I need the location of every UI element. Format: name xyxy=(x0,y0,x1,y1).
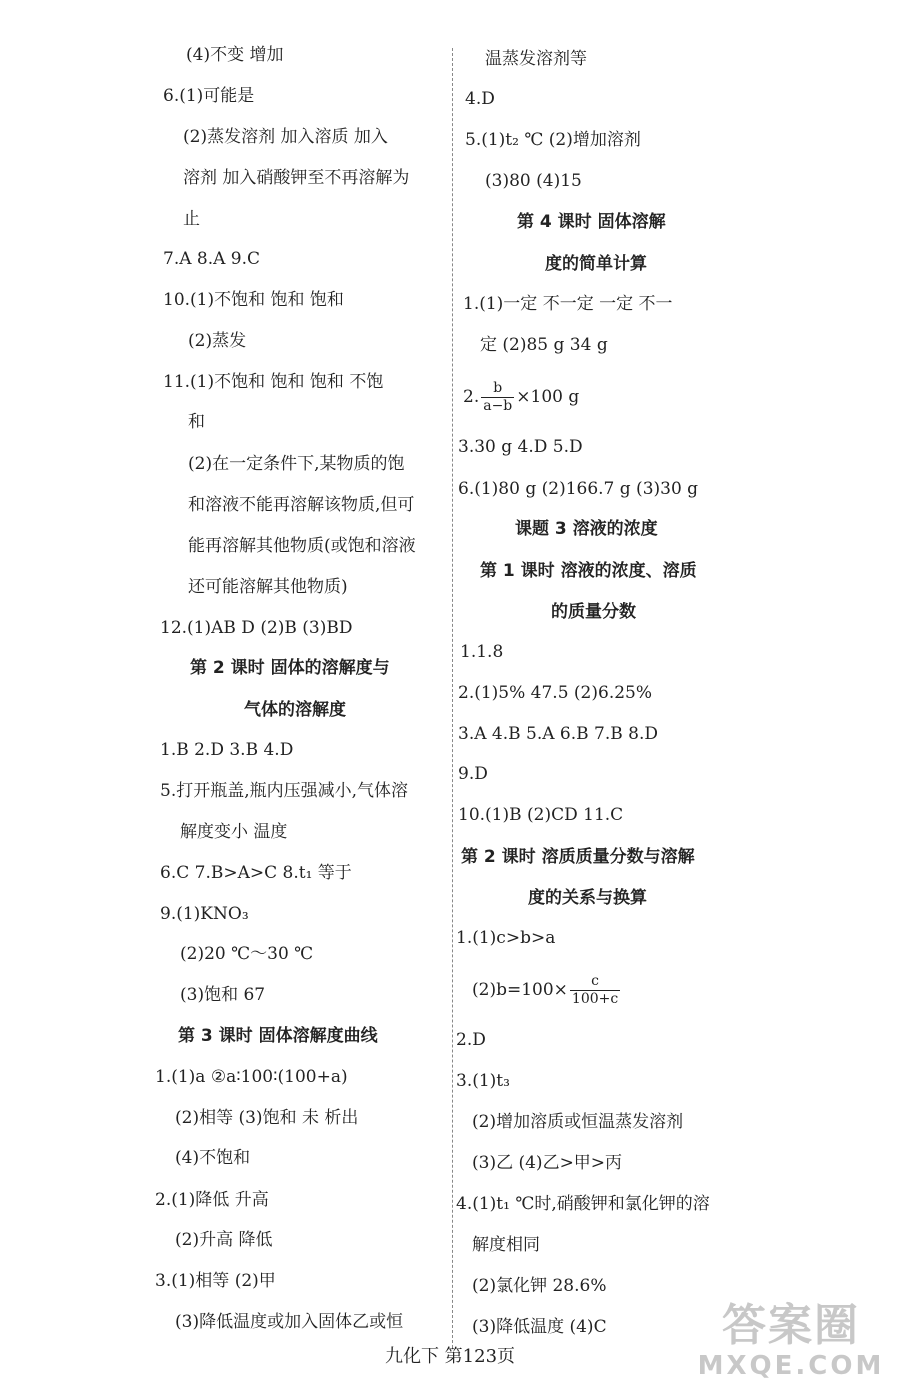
section-heading: 课题 3 溶液的浓度 xyxy=(515,519,658,539)
answer-line: (4)不变 增加 xyxy=(186,45,284,65)
section-heading: 第 1 课时 溶液的浓度、溶质 xyxy=(480,561,697,581)
answer-line: 1.1.8 xyxy=(460,642,504,662)
answer-line: 10.(1)B (2)CD 11.C xyxy=(458,805,624,825)
section-heading: 度的简单计算 xyxy=(545,254,647,274)
answer-line: (2)在一定条件下,某物质的饱 xyxy=(188,454,405,474)
answer-line: 9.(1)KNO₃ xyxy=(160,904,249,924)
watermark-logo xyxy=(696,1300,886,1380)
fraction-line xyxy=(463,372,579,422)
answer-line: 1.B 2.D 3.B 4.D xyxy=(160,740,294,760)
answer-line: 3.A 4.B 5.A 6.B 7.B 8.D xyxy=(458,724,658,744)
answer-line: 还可能溶解其他物质) xyxy=(188,577,348,597)
fraction-line xyxy=(472,965,622,1015)
answer-line: 定 (2)85 g 34 g xyxy=(480,335,608,355)
section-heading: 第 4 课时 固体溶解 xyxy=(517,212,666,232)
answer-line: (2)增加溶质或恒温蒸发溶剂 xyxy=(472,1112,684,1132)
denominator: 100+c xyxy=(571,991,619,1007)
answer-line: 1.(1)一定 不一定 一定 不一 xyxy=(463,294,673,314)
answer-line: 6.C 7.B>A>C 8.t₁ 等于 xyxy=(160,863,352,883)
answer-line: 1.(1)c>b>a xyxy=(456,928,556,948)
answer-line: 止 xyxy=(183,209,200,229)
answer-line: 3.(1)t₃ xyxy=(456,1071,510,1091)
page-footer: 九化下 第123页 xyxy=(384,1346,516,1367)
answer-line: 2.(1)降低 升高 xyxy=(155,1190,269,1210)
watermark-url: MXQE.COM xyxy=(697,1351,885,1381)
answer-line: 12.(1)AB D (2)B (3)BD xyxy=(160,618,353,638)
fraction xyxy=(481,380,514,415)
fraction-suffix: ×100 g xyxy=(516,387,580,407)
answer-line: (3)80 (4)15 xyxy=(485,171,582,191)
answer-line: (2)氯化钾 28.6% xyxy=(472,1276,607,1296)
answer-line: (3)乙 (4)乙>甲>丙 xyxy=(472,1153,623,1173)
watermark-text: 答案圈 xyxy=(722,1300,860,1351)
answer-line: 4.D xyxy=(465,89,495,109)
answer-line: 解度相同 xyxy=(472,1235,540,1255)
answer-line: 5.(1)t₂ ℃ (2)增加溶剂 xyxy=(465,130,641,150)
answer-line: (2)升高 降低 xyxy=(175,1230,273,1250)
answer-line: 和 xyxy=(188,412,205,432)
answer-line: 溶剂 加入硝酸钾至不再溶解为 xyxy=(183,168,410,188)
answer-line: (3)饱和 67 xyxy=(180,985,266,1005)
section-heading: 的质量分数 xyxy=(551,602,636,622)
answer-line: (2)蒸发 xyxy=(188,331,247,351)
fraction-prefix: (2)b=100× xyxy=(472,980,568,1000)
section-heading: 度的关系与换算 xyxy=(528,888,647,908)
section-heading: 第 3 课时 固体溶解度曲线 xyxy=(178,1026,378,1046)
answer-line: (2)蒸发溶剂 加入溶质 加入 xyxy=(183,127,388,147)
answer-line: 3.30 g 4.D 5.D xyxy=(458,437,583,457)
answer-line: 温蒸发溶剂等 xyxy=(485,49,587,69)
item-number: 2. xyxy=(463,387,480,407)
section-heading: 气体的溶解度 xyxy=(244,700,346,720)
answer-line: 2.(1)5% 47.5 (2)6.25% xyxy=(458,683,653,703)
answer-line: 和溶液不能再溶解该物质,但可 xyxy=(188,495,415,515)
answer-line: (2)相等 (3)饱和 未 析出 xyxy=(175,1108,359,1128)
fraction xyxy=(570,973,620,1008)
answer-line: 5.打开瓶盖,瓶内压强减小,气体溶 xyxy=(160,781,409,801)
answer-line: (3)降低温度或加入固体乙或恒 xyxy=(175,1312,404,1332)
answer-line: 6.(1)80 g (2)166.7 g (3)30 g xyxy=(458,479,699,499)
answer-line: 3.(1)相等 (2)甲 xyxy=(155,1271,276,1291)
section-heading: 第 2 课时 溶质质量分数与溶解 xyxy=(461,847,695,867)
answer-line: (3)降低温度 (4)C xyxy=(472,1317,607,1337)
answer-line: 解度变小 温度 xyxy=(180,822,288,842)
answer-line: (2)20 ℃～30 ℃ xyxy=(180,944,314,964)
answer-line: 能再溶解其他物质(或饱和溶液 xyxy=(188,536,416,556)
answer-line: 9.D xyxy=(458,764,488,784)
answer-line: (4)不饱和 xyxy=(175,1148,251,1168)
section-heading: 第 2 课时 固体的溶解度与 xyxy=(190,658,390,678)
answer-line: 10.(1)不饱和 饱和 饱和 xyxy=(163,290,344,310)
answer-line: 11.(1)不饱和 饱和 饱和 不饱 xyxy=(163,372,384,392)
numerator: b xyxy=(481,380,514,398)
answer-line: 1.(1)a ②a∶100∶(100+a) xyxy=(155,1067,348,1087)
denominator: a−b xyxy=(483,398,513,414)
answer-line: 2.D xyxy=(456,1030,486,1050)
column-divider xyxy=(452,48,453,1348)
answer-line: 4.(1)t₁ ℃时,硝酸钾和氯化钾的溶 xyxy=(456,1194,710,1214)
numerator: c xyxy=(570,973,620,991)
answer-line: 6.(1)可能是 xyxy=(163,86,255,106)
answer-line: 7.A 8.A 9.C xyxy=(163,249,261,269)
